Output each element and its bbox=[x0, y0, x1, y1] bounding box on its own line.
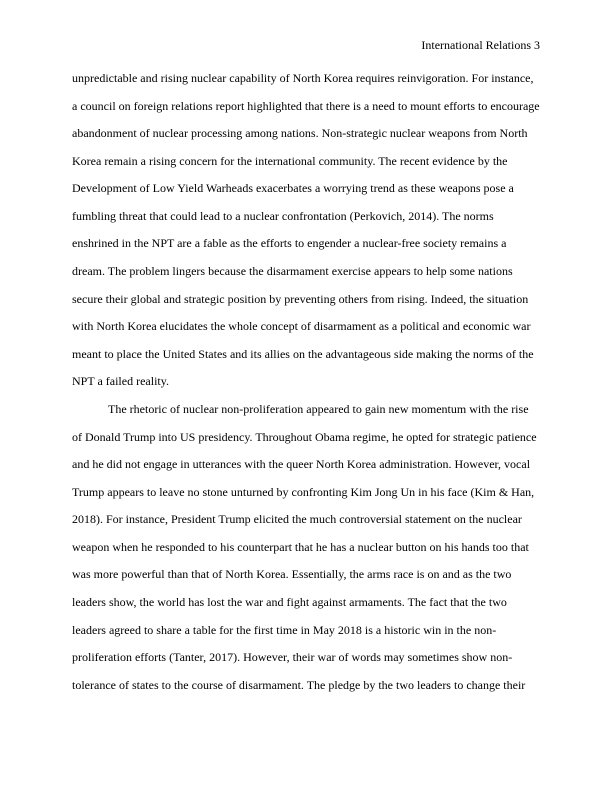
text-line: of Donald Trump into US presidency. Throughout Obama regime, he opted for strategic patience bbox=[72, 430, 537, 444]
text-line: meant to place the United States and its allies on the advantageous side making the norms of the bbox=[72, 347, 534, 361]
text-line: unpredictable and rising nuclear capability of North Korea requires reinvigoration. For instance, bbox=[72, 71, 534, 85]
text-line: NPT a failed reality. bbox=[72, 374, 169, 388]
text-line: The rhetoric of nuclear non-proliferation appeared to gain new momentum with the rise bbox=[108, 402, 529, 416]
text-line: fumbling threat that could lead to a nuclear confrontation (Perkovich, 2014). The norms bbox=[72, 209, 494, 223]
text-line: secure their global and strategic position by preventing others from rising. Indeed, the situation bbox=[72, 292, 529, 306]
text-line: Korea remain a rising concern for the international community. The recent evidence by the bbox=[72, 154, 508, 168]
text-line: a council on foreign relations report highlighted that there is a need to mount efforts to encourage bbox=[72, 99, 540, 113]
text-line: Trump appears to leave no stone unturned by confronting Kim Jong Un in his face (Kim & Han, bbox=[72, 485, 535, 499]
running-head: International Relations 3 bbox=[421, 38, 540, 52]
text-line: proliferation efforts (Tanter, 2017). However, their war of words may sometimes show non- bbox=[72, 650, 513, 664]
text-line: 2018). For instance, President Trump elicited the much controversial statement on the nuclear bbox=[72, 512, 522, 526]
text-line: abandonment of nuclear processing among nations. Non-strategic nuclear weapons from North bbox=[72, 126, 528, 140]
text-line: was more powerful than that of North Korea. Essentially, the arms race is on and as the two bbox=[72, 567, 512, 581]
text-line: tolerance of states to the course of disarmament. The pledge by the two leaders to change their bbox=[72, 678, 526, 692]
text-line: leaders show, the world has lost the war and fight against armaments. The fact that the two bbox=[72, 595, 507, 609]
text-line: enshrined in the NPT are a fable as the efforts to engender a nuclear-free society remains a bbox=[72, 236, 507, 250]
text-line: with North Korea elucidates the whole concept of disarmament as a political and economic war bbox=[72, 319, 531, 333]
text-line: and he did not engage in utterances with the queer North Korea administration. However, vocal bbox=[72, 457, 531, 471]
text-line: dream. The problem lingers because the disarmament exercise appears to help some nations bbox=[72, 264, 513, 278]
text-line: leaders agreed to share a table for the first time in May 2018 is a historic win in the non- bbox=[72, 623, 497, 637]
text-line: weapon when he responded to his counterpart that he has a nuclear button on his hands too that bbox=[72, 540, 529, 554]
text-line: Development of Low Yield Warheads exacerbates a worrying trend as these weapons pose a bbox=[72, 181, 514, 195]
